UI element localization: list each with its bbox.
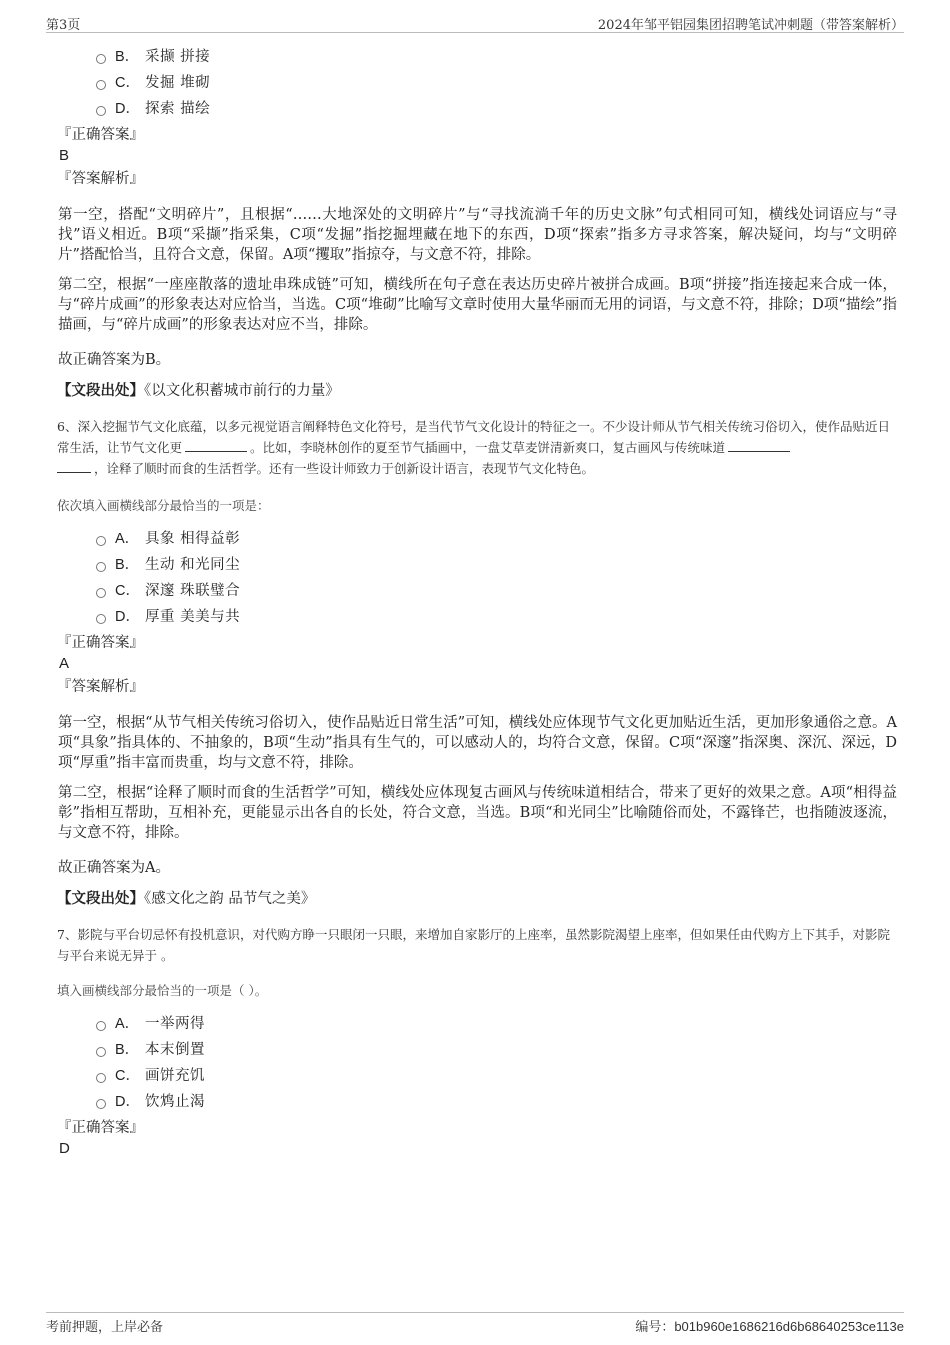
radio-icon[interactable]: [96, 106, 106, 116]
source-line: [57, 889, 897, 909]
analysis-paragraph: 第一空，搭配“文明碎片”，且根据“……大地深处的文明碎片”与“寻找流淌千年的历史文脉”句式相同可知，横线处词语应与“寻找”语义相近。B项“采撷”指采集，C项“发掘”指挖掘埋藏在地下的东西，D项“探索”指多方寻求答案，解决疑问，均与“文明碎片”搭配恰当，且符合文意，保留。A项“攫取”指掠夺，与文意不符，排除。: [58, 207, 897, 263]
source-label: 【文段出处】: [57, 382, 144, 399]
analysis-label: 『答案解析』: [57, 679, 144, 695]
radio-icon[interactable]: [96, 80, 106, 90]
page-header: [46, 12, 904, 33]
question-6: [57, 416, 897, 479]
analysis-conclusion: 故正确答案为A。: [58, 860, 170, 876]
footer-slogan: 考前押题，上岸必备: [46, 1320, 164, 1335]
page-number: 第3页: [46, 18, 81, 33]
analysis-paragraph: 第一空，根据“从节气相关传统习俗切入，使作品贴近日常生活”可知，横线处应体现节气文化更加贴近生活，更加形象通俗之意。A项“具象”指具体的、不抽象的，B项“生动”指具有生气的，可以感动人的，均符合文意，保留。C项“深邃”指深奥、深沉、深远，D项“厚重”指丰富而贵重，均与文意不符，排除。: [58, 715, 897, 771]
code-label: 编号：: [635, 1320, 675, 1335]
option-b[interactable]: B． 本末倒置: [57, 1037, 897, 1063]
analysis-label: 『答案解析』: [57, 171, 144, 187]
code-value: b01b960e1686216d6b68640253ce113e: [674, 1319, 904, 1334]
option-c[interactable]: C． 发掘 堆砌: [57, 70, 897, 96]
radio-icon[interactable]: [96, 1099, 106, 1109]
answer-label: 『正确答案』: [57, 635, 144, 651]
option-c[interactable]: C． 深邃 珠联璧合: [57, 578, 897, 604]
question-text: ，诠释了顺时而食的生活哲学。还有一些设计师致力于创新设计语言，表现节气文化特色。: [94, 461, 595, 476]
radio-icon[interactable]: [96, 1047, 106, 1057]
question-text: 。比如，李晓林创作的夏至节气插画中，一盘艾草麦饼清新爽口，复古画风与传统味道: [250, 440, 726, 455]
radio-icon[interactable]: [96, 54, 106, 64]
radio-icon[interactable]: [96, 536, 106, 546]
radio-icon[interactable]: [96, 562, 106, 572]
option-b[interactable]: B． 采撷 拼接: [57, 44, 897, 70]
correct-answer: B: [59, 147, 70, 164]
document-title: 2024年邹平铝园集团招聘笔试冲刺题（带答案解析）: [597, 18, 904, 33]
analysis-paragraph: 第二空，根据“诠释了顺时而食的生活哲学”可知，横线处应体现复古画风与传统味道相结合，带来了更好的效果之意。A项“相得益彰”指相互帮助，互相补充，更能显示出各自的长处，符合文意，当选。B项“和光同尘”比喻随俗而处，不露锋芒，也指随波逐流，与文意不符，排除。: [58, 785, 897, 841]
document-code: [635, 1316, 904, 1335]
answer-label: 『正确答案』: [57, 1120, 144, 1136]
question-instruction: 依次填入画横线部分最恰当的一项是：: [57, 498, 270, 513]
q6-options: [57, 526, 897, 630]
analysis-paragraph: 第二空，根据“一座座散落的遗址串珠成链”可知，横线所在句子意在表达历史碎片被拼合成画。B项“拼接”指连接起来合成一体，与“碎片成画”的形象表达对应恰当，当选。C项“堆砌”比喻写文章时使用大量华丽而无用的词语，与文意不符，排除；D项“描绘”指描画，与“碎片成画”的形象表达对应不当，排除。: [58, 277, 897, 333]
blank-line: [57, 460, 91, 473]
option-c[interactable]: C． 画饼充饥: [57, 1063, 897, 1089]
radio-icon[interactable]: [96, 1073, 106, 1083]
option-d[interactable]: D． 厚重 美美与共: [57, 604, 897, 630]
correct-answer: D: [59, 1140, 70, 1157]
correct-answer: A: [59, 655, 70, 672]
question-7: 7、影院与平台切忌怀有投机意识，对代购方睁一只眼闭一只眼，来增加自家影厅的上座率，虽然影院渴望上座率，但如果任由代购方上下其手，对影院与平台来说无异于 。: [57, 927, 890, 963]
blank-line: [728, 439, 790, 452]
source-title: 《感文化之韵 品节气之美》: [144, 891, 316, 907]
option-d[interactable]: D． 探索 描绘: [57, 96, 897, 122]
page-content: [57, 44, 897, 1159]
radio-icon[interactable]: [96, 588, 106, 598]
analysis-conclusion: 故正确答案为B。: [58, 352, 171, 368]
option-d[interactable]: D． 饮鸩止渴: [57, 1089, 897, 1115]
radio-icon[interactable]: [96, 1021, 106, 1031]
question-instruction: 填入画横线部分最恰当的一项是（ ）。: [57, 983, 268, 998]
source-line: [57, 381, 897, 401]
source-title: 《以文化积蓄城市前行的力量》: [144, 383, 340, 399]
option-b[interactable]: B． 生动 和光同尘: [57, 552, 897, 578]
source-label: 【文段出处】: [57, 890, 144, 907]
q5-options: [57, 44, 897, 122]
q7-options: [57, 1011, 897, 1115]
question-text: 6、深入挖掘节气文化底蕴，以多元视觉语言阐释特色文化符号，是当代节气文化设计的特征之一。不少设计师从节气相关传统习俗切入，使作品贴近日常生活，让节气文化更: [57, 419, 890, 455]
answer-label: 『正确答案』: [57, 127, 144, 143]
option-a[interactable]: A． 具象 相得益彰: [57, 526, 897, 552]
page-footer: [46, 1312, 904, 1337]
blank-line: [185, 439, 247, 452]
radio-icon[interactable]: [96, 614, 106, 624]
option-a[interactable]: A． 一举两得: [57, 1011, 897, 1037]
